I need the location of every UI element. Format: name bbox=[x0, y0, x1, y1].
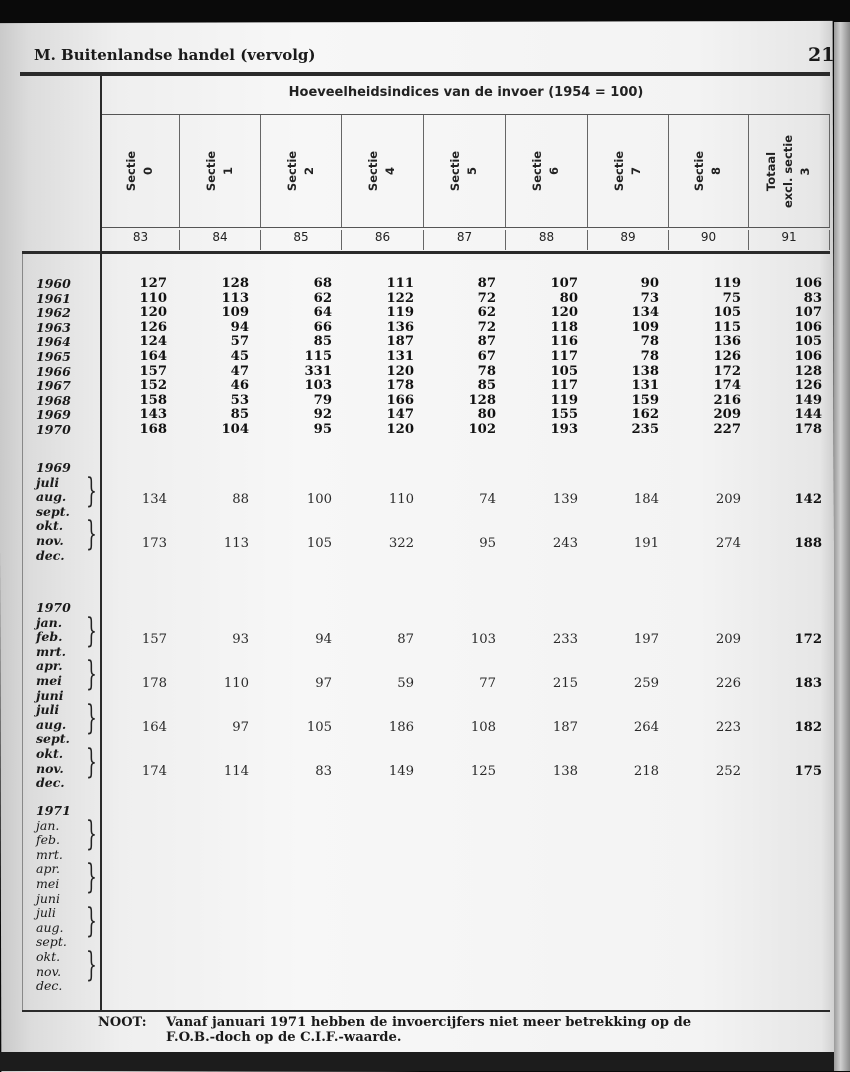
table-cell: 94 bbox=[315, 632, 332, 648]
row-label: mei bbox=[36, 673, 62, 688]
column-header bbox=[261, 115, 342, 227]
row-label: juli bbox=[36, 905, 56, 921]
column-number: 86 bbox=[342, 230, 424, 250]
table-cell: 264 bbox=[633, 719, 659, 735]
table-cell: 85 bbox=[313, 334, 332, 350]
column-header-label bbox=[203, 151, 237, 191]
table-cell: 106 bbox=[794, 349, 822, 364]
row-label: 1960 bbox=[36, 276, 71, 291]
table-cell: 78 bbox=[640, 334, 659, 350]
table-cell: 134 bbox=[631, 305, 659, 321]
table-cell: 274 bbox=[715, 536, 741, 551]
row-label: nov. bbox=[36, 963, 62, 979]
brace-icon: } bbox=[86, 610, 97, 651]
table-cell: 126 bbox=[713, 349, 741, 364]
column-header-line: Sectie bbox=[366, 150, 381, 192]
table-cell: 226 bbox=[715, 676, 741, 691]
table-cell: 67 bbox=[477, 349, 496, 364]
column-number: 90 bbox=[669, 230, 749, 250]
table-cell: 83 bbox=[803, 290, 822, 306]
page-number: 21 bbox=[808, 44, 835, 66]
column-header bbox=[749, 115, 830, 227]
column-header bbox=[180, 115, 261, 227]
row-label: jan. bbox=[36, 614, 63, 630]
table-cell: 187 bbox=[552, 719, 578, 735]
table-cell: 178 bbox=[794, 422, 822, 437]
brace-icon: } bbox=[86, 813, 97, 854]
table-cell: 106 bbox=[794, 276, 822, 291]
column-header bbox=[342, 115, 424, 227]
header-bottom-rule bbox=[22, 251, 830, 254]
table-cell: 191 bbox=[633, 536, 659, 551]
column-header-section-number: 8 bbox=[709, 166, 724, 176]
column-header-line: Sectie bbox=[124, 150, 139, 192]
table-cell: 188 bbox=[794, 536, 822, 551]
table-cell: 105 bbox=[550, 363, 578, 379]
table-cell: 106 bbox=[794, 319, 822, 335]
row-label: feb. bbox=[36, 832, 60, 848]
column-header-label bbox=[764, 134, 815, 207]
table-cell: 174 bbox=[141, 763, 167, 779]
table-cell: 105 bbox=[306, 719, 332, 735]
row-label: nov. bbox=[36, 533, 64, 548]
brace-icon: } bbox=[86, 901, 97, 942]
table-cell: 94 bbox=[230, 319, 249, 335]
heading-rule bbox=[20, 72, 830, 76]
row-label: juli bbox=[36, 474, 60, 490]
column-header-label bbox=[365, 151, 399, 191]
table-cell: 155 bbox=[550, 407, 578, 423]
table-cell: 97 bbox=[315, 676, 332, 691]
table-cell: 85 bbox=[230, 407, 249, 423]
table-cell: 174 bbox=[713, 378, 741, 394]
column-number: 83 bbox=[102, 230, 180, 250]
column-header-section-number: 3 bbox=[798, 167, 813, 176]
table-cell: 59 bbox=[397, 676, 414, 691]
column-header-section-number: 2 bbox=[301, 166, 316, 176]
row-label: juni bbox=[36, 890, 60, 906]
table-cell: 102 bbox=[468, 422, 496, 437]
column-header-section-number: 4 bbox=[383, 166, 398, 176]
table-cell: 184 bbox=[633, 492, 659, 508]
column-header-label bbox=[284, 151, 318, 191]
table-cell: 105 bbox=[794, 334, 822, 350]
brace-icon: } bbox=[86, 514, 97, 555]
column-header-line: Sectie bbox=[692, 150, 707, 192]
table-cell: 175 bbox=[794, 763, 822, 779]
table-cell: 85 bbox=[477, 378, 496, 394]
table-cell: 72 bbox=[477, 319, 496, 335]
column-header-line: Sectie bbox=[203, 150, 218, 192]
table-cell: 74 bbox=[479, 492, 496, 508]
row-label: apr. bbox=[36, 658, 63, 674]
table-cell: 144 bbox=[794, 407, 822, 423]
table-cell: 186 bbox=[388, 719, 414, 735]
table-cell: 78 bbox=[640, 349, 659, 364]
table-cell: 79 bbox=[313, 392, 332, 408]
table-cell: 73 bbox=[640, 290, 659, 306]
table-cell: 111 bbox=[386, 276, 414, 291]
table-cell: 164 bbox=[141, 719, 167, 735]
table-cell: 218 bbox=[633, 763, 659, 779]
row-label: feb. bbox=[36, 629, 63, 645]
table-cell: 87 bbox=[397, 632, 414, 648]
table-cell: 124 bbox=[139, 334, 167, 350]
row-label: mrt. bbox=[36, 846, 63, 862]
column-number-rule bbox=[102, 227, 830, 228]
table-cell: 108 bbox=[470, 719, 496, 735]
column-header-line: Totaal bbox=[764, 151, 779, 191]
column-header bbox=[424, 115, 506, 227]
page-bottom-shadow bbox=[0, 1052, 834, 1071]
row-label: 1970 bbox=[36, 422, 71, 437]
table-cell: 95 bbox=[479, 536, 496, 551]
table-cell: 64 bbox=[313, 305, 332, 321]
column-number: 88 bbox=[506, 230, 588, 250]
table-cell: 142 bbox=[794, 492, 822, 508]
column-header bbox=[588, 115, 669, 227]
row-label: sept. bbox=[36, 731, 70, 747]
table-cell: 331 bbox=[304, 363, 332, 379]
row-label: 1962 bbox=[36, 305, 71, 321]
table-cell: 128 bbox=[221, 276, 249, 291]
table-cell: 105 bbox=[713, 305, 741, 321]
row-label: okt. bbox=[36, 518, 64, 534]
table-cell: 104 bbox=[221, 422, 249, 437]
table-cell: 178 bbox=[386, 378, 414, 394]
table-cell: 164 bbox=[139, 349, 167, 364]
table-cell: 197 bbox=[633, 632, 659, 648]
table-cell: 193 bbox=[550, 422, 578, 437]
row-label: 1969 bbox=[36, 407, 71, 423]
column-number: 91 bbox=[749, 230, 830, 250]
table-cell: 152 bbox=[139, 378, 167, 394]
table-cell: 215 bbox=[552, 676, 578, 691]
table-cell: 166 bbox=[386, 392, 414, 408]
table-cell: 227 bbox=[713, 422, 741, 437]
table-cell: 92 bbox=[313, 407, 332, 423]
column-header-line: Sectie bbox=[284, 150, 299, 192]
table-cell: 126 bbox=[139, 319, 167, 335]
table-cell: 119 bbox=[386, 305, 414, 321]
table-cell: 157 bbox=[141, 632, 167, 648]
table-cell: 103 bbox=[304, 378, 332, 394]
row-label: 1970 bbox=[36, 600, 71, 615]
table-cell: 45 bbox=[230, 349, 249, 364]
table-cell: 87 bbox=[477, 334, 496, 350]
table-cell: 178 bbox=[141, 676, 167, 691]
left-border bbox=[22, 251, 23, 1011]
table-cell: 87 bbox=[477, 276, 496, 291]
table-cell: 97 bbox=[232, 719, 249, 735]
row-label: dec. bbox=[36, 775, 65, 791]
page-heading: M. Buitenlandse handel (vervolg) bbox=[34, 46, 316, 64]
table-cell: 72 bbox=[477, 290, 496, 306]
table-cell: 100 bbox=[306, 492, 332, 508]
row-label: juli bbox=[36, 702, 60, 718]
table-cell: 322 bbox=[388, 536, 414, 551]
table-cell: 128 bbox=[794, 363, 822, 379]
table-cell: 110 bbox=[388, 492, 414, 508]
table-cell: 259 bbox=[633, 676, 659, 691]
column-header bbox=[669, 115, 749, 227]
table-cell: 127 bbox=[139, 276, 167, 291]
column-header-line: Sectie bbox=[530, 150, 545, 192]
table-cell: 77 bbox=[479, 676, 496, 691]
table-span-title: Hoeveelheidsindices van de invoer (1954 = 100) bbox=[288, 85, 644, 100]
column-header bbox=[102, 115, 180, 227]
table-cell: 183 bbox=[794, 676, 822, 691]
row-label: dec. bbox=[36, 978, 63, 994]
table-cell: 252 bbox=[715, 763, 741, 779]
table-cell: 139 bbox=[552, 492, 578, 508]
table-cell: 209 bbox=[713, 407, 741, 423]
brace-icon: } bbox=[86, 654, 97, 695]
table-cell: 158 bbox=[139, 392, 167, 408]
table-cell: 53 bbox=[230, 392, 249, 408]
table-cell: 187 bbox=[386, 334, 414, 350]
column-header-section-number: 0 bbox=[141, 166, 156, 176]
table-cell: 95 bbox=[313, 422, 332, 437]
table-cell: 172 bbox=[713, 363, 741, 379]
table-cell: 149 bbox=[794, 392, 822, 408]
table-cell: 109 bbox=[221, 305, 249, 321]
table-cell: 110 bbox=[223, 676, 249, 691]
table-cell: 78 bbox=[477, 363, 496, 379]
table-cell: 117 bbox=[550, 378, 578, 394]
table-cell: 103 bbox=[470, 632, 496, 648]
row-label: nov. bbox=[36, 760, 64, 776]
row-label: jan. bbox=[36, 817, 60, 833]
table-cell: 120 bbox=[550, 305, 578, 321]
table-cell: 90 bbox=[640, 276, 659, 291]
row-label: 1965 bbox=[36, 349, 71, 364]
table-cell: 105 bbox=[306, 536, 332, 551]
table-cell: 120 bbox=[139, 305, 167, 321]
row-label: aug. bbox=[36, 919, 64, 935]
column-header-label bbox=[123, 151, 157, 191]
table-cell: 113 bbox=[221, 290, 249, 306]
table-cell: 75 bbox=[722, 290, 741, 306]
table-cell: 134 bbox=[141, 492, 167, 508]
table-cell: 122 bbox=[386, 290, 414, 306]
table-cell: 107 bbox=[794, 305, 822, 321]
table-cell: 209 bbox=[715, 492, 741, 508]
column-header-line: excl. sectie bbox=[781, 134, 796, 208]
table-cell: 113 bbox=[223, 536, 249, 551]
table-cell: 88 bbox=[232, 492, 249, 508]
table-cell: 162 bbox=[631, 407, 659, 423]
row-label: mei bbox=[36, 876, 60, 891]
column-header-label bbox=[691, 151, 725, 191]
row-label: 1971 bbox=[36, 803, 71, 818]
table-cell: 83 bbox=[315, 763, 332, 779]
row-label: sept. bbox=[36, 934, 67, 950]
note-text: Vanaf januari 1971 hebben de invoercijfers niet meer betrekking op de F.O.B.-doch op de C.I.F.-waarde. bbox=[166, 1015, 692, 1045]
row-label: dec. bbox=[36, 547, 65, 563]
column-header-section-number: 5 bbox=[465, 166, 480, 176]
table-cell: 118 bbox=[550, 319, 578, 335]
table-cell: 110 bbox=[139, 290, 167, 306]
table-cell: 128 bbox=[468, 392, 496, 408]
table-cell: 80 bbox=[559, 290, 578, 306]
table-cell: 235 bbox=[631, 422, 659, 437]
column-number: 87 bbox=[424, 230, 506, 250]
table-cell: 243 bbox=[552, 536, 578, 551]
row-label: sept. bbox=[36, 503, 70, 519]
table-cell: 149 bbox=[388, 763, 414, 779]
table-cell: 125 bbox=[470, 763, 496, 779]
brace-icon: } bbox=[86, 470, 97, 511]
table-cell: 168 bbox=[139, 422, 167, 437]
row-label: aug. bbox=[36, 489, 67, 505]
row-label: 1969 bbox=[36, 460, 71, 475]
table-cell: 46 bbox=[230, 378, 249, 394]
table-cell: 157 bbox=[139, 363, 167, 379]
table-cell: 131 bbox=[386, 349, 414, 364]
table-cell: 117 bbox=[550, 349, 578, 364]
table-cell: 143 bbox=[139, 407, 167, 423]
table-cell: 126 bbox=[794, 378, 822, 394]
row-label: apr. bbox=[36, 861, 61, 877]
table-cell: 93 bbox=[232, 632, 249, 648]
table-cell: 80 bbox=[477, 407, 496, 423]
column-header-label bbox=[529, 151, 563, 191]
table-cell: 119 bbox=[713, 276, 741, 291]
column-header-section-number: 7 bbox=[628, 166, 643, 176]
table-cell: 115 bbox=[713, 319, 741, 335]
row-label: okt. bbox=[36, 746, 64, 761]
column-number: 85 bbox=[261, 230, 342, 250]
row-label: 1964 bbox=[36, 334, 71, 350]
column-header-line: Sectie bbox=[611, 150, 626, 192]
column-header-section-number: 1 bbox=[220, 166, 235, 176]
row-label: okt. bbox=[36, 949, 61, 964]
table-cell: 138 bbox=[552, 763, 578, 779]
column-header-label bbox=[447, 151, 481, 191]
table-cell: 223 bbox=[715, 719, 741, 735]
table-cell: 159 bbox=[631, 392, 659, 408]
table-cell: 209 bbox=[715, 632, 741, 648]
column-number: 89 bbox=[588, 230, 669, 250]
brace-icon: } bbox=[86, 698, 97, 739]
brace-icon: } bbox=[86, 945, 97, 985]
row-label: 1968 bbox=[36, 392, 71, 408]
table-cell: 119 bbox=[550, 392, 578, 408]
table-cell: 131 bbox=[631, 378, 659, 394]
row-label: 1963 bbox=[36, 319, 71, 335]
column-header-line: Sectie bbox=[448, 150, 463, 192]
table-cell: 233 bbox=[552, 632, 578, 648]
table-cell: 62 bbox=[477, 305, 496, 321]
table-cell: 68 bbox=[313, 276, 332, 291]
table-cell: 114 bbox=[223, 763, 249, 779]
row-label: 1967 bbox=[36, 378, 71, 394]
row-label: aug. bbox=[36, 716, 67, 732]
row-label: mrt. bbox=[36, 643, 66, 659]
table-cell: 136 bbox=[386, 319, 414, 335]
column-header-label bbox=[611, 151, 645, 191]
table-cell: 216 bbox=[713, 392, 741, 408]
column-header-section-number: 6 bbox=[547, 166, 562, 176]
table-cell: 57 bbox=[230, 334, 249, 350]
table-cell: 47 bbox=[230, 363, 249, 379]
table-cell: 107 bbox=[550, 276, 578, 291]
table-cell: 116 bbox=[550, 334, 578, 350]
table-cell: 120 bbox=[386, 363, 414, 379]
table-cell: 173 bbox=[141, 536, 167, 551]
page-edge bbox=[834, 22, 850, 1071]
table-cell: 109 bbox=[631, 319, 659, 335]
row-label: juni bbox=[36, 687, 64, 703]
row-label: 1961 bbox=[36, 290, 71, 306]
table-cell: 172 bbox=[794, 632, 822, 648]
note-label: NOOT: bbox=[98, 1015, 147, 1030]
column-header bbox=[506, 115, 588, 227]
table-cell: 120 bbox=[386, 422, 414, 437]
row-label: 1966 bbox=[36, 363, 71, 379]
table-cell: 147 bbox=[386, 407, 414, 423]
brace-icon: } bbox=[86, 857, 97, 898]
table-cell: 182 bbox=[794, 719, 822, 735]
table-cell: 62 bbox=[313, 290, 332, 306]
table-cell: 136 bbox=[713, 334, 741, 350]
column-number: 84 bbox=[180, 230, 261, 250]
table-cell: 66 bbox=[313, 319, 332, 335]
table-cell: 138 bbox=[631, 363, 659, 379]
table-bottom-rule bbox=[22, 1010, 830, 1012]
table-cell: 115 bbox=[304, 349, 332, 364]
brace-icon: } bbox=[86, 742, 97, 782]
